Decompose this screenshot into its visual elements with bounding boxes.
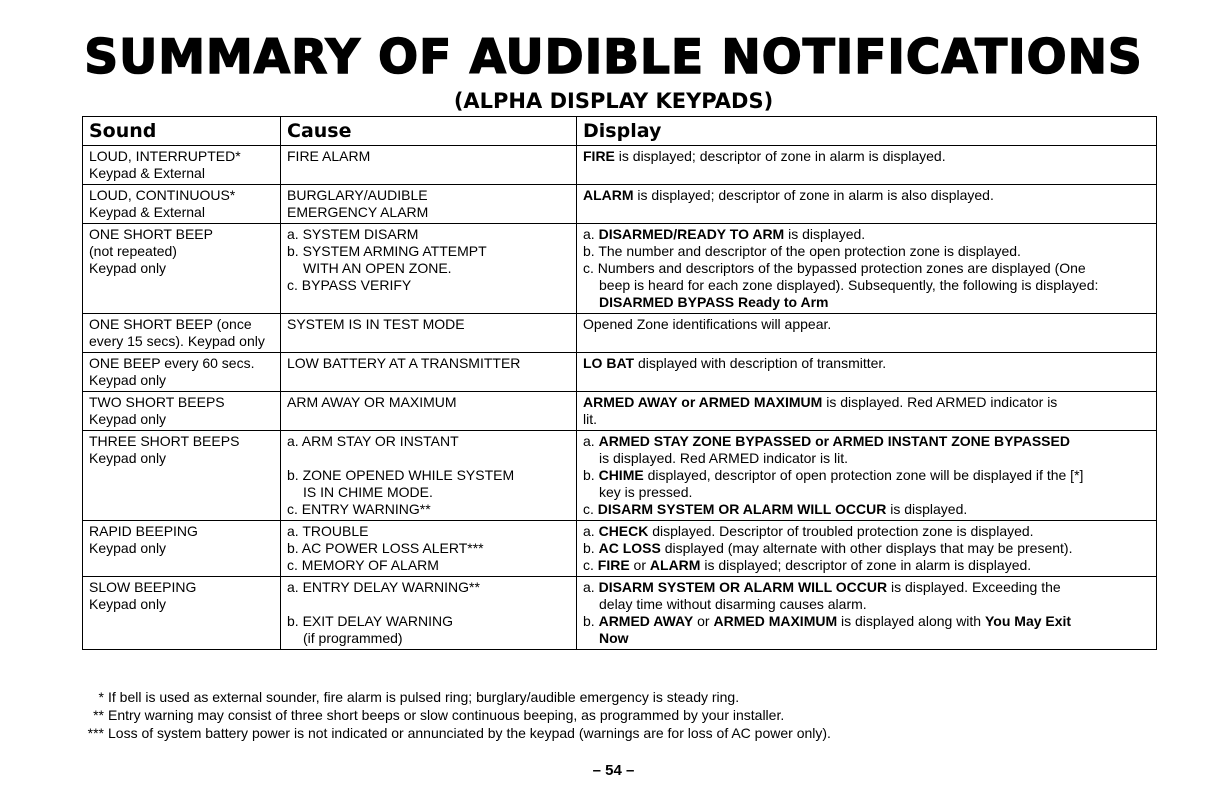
cause-cell <box>281 146 577 185</box>
cause-line: a. ENTRY DELAY WARNING** <box>287 579 480 595</box>
display-line <box>583 467 1150 484</box>
sound-name: LOUD, INTERRUPTED* <box>89 148 241 164</box>
cause-line: FIRE ALARM <box>287 148 371 164</box>
sound-cell <box>83 314 281 353</box>
cause-line: a. ARM STAY OR INSTANT <box>287 433 459 449</box>
display-prefix: b. <box>583 540 599 556</box>
display-keypad-text: ARMED MAXIMUM <box>713 613 838 629</box>
display-cell <box>577 353 1157 392</box>
cause-line: LOW BATTERY AT A TRANSMITTER <box>287 355 521 371</box>
display-keypad-text: AC LOSS <box>598 540 661 556</box>
table-row <box>83 224 1157 314</box>
display-text: is displayed. Red ARMED indicator is <box>822 394 1058 410</box>
cause-cell <box>281 314 577 353</box>
page-title: SUMMARY OF AUDIBLE NOTIFICATIONS <box>84 30 1143 85</box>
display-cell <box>577 521 1157 577</box>
display-line <box>583 630 1150 647</box>
display-line <box>583 243 1150 260</box>
display-text: The number and descriptor of the open protection zone is displayed. <box>598 243 1021 259</box>
display-line <box>583 411 1150 428</box>
display-text: Opened Zone identifications will appear. <box>583 316 832 332</box>
cause-line: c. ENTRY WARNING** <box>287 501 431 517</box>
sound-source: (not repeated) <box>89 243 177 259</box>
display-text: displayed, descriptor of open protection zone will be displayed if the [*] <box>643 467 1084 483</box>
table-body <box>83 146 1157 650</box>
display-keypad-text: You May Exit <box>985 613 1072 629</box>
sound-source: Keypad only <box>89 596 167 612</box>
display-cell <box>577 577 1157 650</box>
cause-line: IS IN CHIME MODE. <box>303 484 433 500</box>
display-cell <box>577 314 1157 353</box>
display-line <box>583 148 1150 165</box>
table-row <box>83 521 1157 577</box>
display-prefix: b. <box>583 467 599 483</box>
display-keypad-text: FIRE <box>583 148 615 164</box>
cause-cell <box>281 224 577 314</box>
display-text: delay time without disarming causes alarm. <box>599 596 867 612</box>
sound-source: Keypad only <box>89 260 167 276</box>
display-line <box>583 450 1150 467</box>
display-line <box>583 260 1150 277</box>
page-subtitle: (ALPHA DISPLAY KEYPADS) <box>453 89 774 113</box>
table-row <box>83 314 1157 353</box>
sound-name: ONE SHORT BEEP <box>89 226 213 242</box>
display-line <box>583 501 1150 518</box>
table-row <box>83 431 1157 521</box>
display-line <box>583 394 1150 411</box>
display-line <box>583 613 1150 630</box>
sound-source: Keypad & External <box>89 165 205 181</box>
header-display: Display <box>577 117 1157 146</box>
sound-cell <box>83 431 281 521</box>
display-prefix: c. <box>583 260 598 276</box>
footnote-mark: *** <box>87 725 104 741</box>
sound-cell <box>83 353 281 392</box>
display-text: lit. <box>583 411 597 427</box>
display-line <box>583 316 1150 333</box>
cause-cell <box>281 577 577 650</box>
sound-name: SLOW BEEPING <box>89 579 197 595</box>
display-keypad-text: DISARM SYSTEM OR ALARM WILL OCCUR <box>598 579 888 595</box>
sound-name: ONE SHORT BEEP (once <box>89 316 252 332</box>
display-keypad-text: Now <box>599 630 629 646</box>
cause-cell <box>281 521 577 577</box>
footnotes <box>84 688 1164 742</box>
display-text: is displayed; descriptor of zone in alarm is displayed. <box>614 148 946 164</box>
cause-line: a. TROUBLE <box>287 523 369 539</box>
sound-cell <box>83 224 281 314</box>
table-row <box>83 146 1157 185</box>
display-text: or <box>629 557 650 573</box>
display-line <box>583 540 1150 557</box>
cause-line: ARM AWAY OR MAXIMUM <box>287 394 457 410</box>
header-cause: Cause <box>281 117 577 146</box>
display-cell <box>577 185 1157 224</box>
display-text: is displayed. <box>886 501 968 517</box>
display-text: is displayed. Exceeding the <box>887 579 1061 595</box>
sound-name: ONE BEEP every 60 secs. <box>89 355 255 371</box>
display-text: key is pressed. <box>599 484 693 500</box>
display-keypad-text: DISARM SYSTEM OR ALARM WILL OCCUR <box>597 501 887 517</box>
table-row <box>83 392 1157 431</box>
sound-cell <box>83 392 281 431</box>
header-sound: Sound <box>83 117 281 146</box>
sound-source: Keypad only <box>89 450 167 466</box>
cause-line: b. SYSTEM ARMING ATTEMPT <box>287 243 487 259</box>
display-line <box>583 355 1150 372</box>
display-cell <box>577 392 1157 431</box>
display-cell <box>577 146 1157 185</box>
display-keypad-text: ARMED AWAY or ARMED MAXIMUM <box>583 394 823 410</box>
cause-line: b. EXIT DELAY WARNING <box>287 613 453 629</box>
sound-source: Keypad only <box>89 372 167 388</box>
cause-cell <box>281 431 577 521</box>
sound-cell <box>83 185 281 224</box>
sound-name: THREE SHORT BEEPS <box>89 433 240 449</box>
display-line <box>583 187 1150 204</box>
cause-line: EMERGENCY ALARM <box>287 204 429 220</box>
display-line <box>583 579 1150 596</box>
display-text: is displayed along with <box>837 613 985 629</box>
footnote <box>84 724 1164 742</box>
display-keypad-text: DISARMED/READY TO ARM <box>598 226 785 242</box>
display-cell <box>577 431 1157 521</box>
sound-cell <box>83 146 281 185</box>
display-keypad-text: FIRE <box>597 557 630 573</box>
display-keypad-text: ALARM <box>583 187 634 203</box>
display-prefix: a. <box>583 226 599 242</box>
display-text: is displayed; descriptor of zone in alarm is also displayed. <box>633 187 994 203</box>
display-line <box>583 294 1150 311</box>
display-keypad-text: LO BAT <box>583 355 635 371</box>
table-row <box>83 353 1157 392</box>
footnote <box>84 706 1164 724</box>
display-text: or <box>693 613 714 629</box>
display-cell <box>577 224 1157 314</box>
display-keypad-text: ARMED STAY ZONE BYPASSED or ARMED INSTANT ZONE BYPASSED <box>598 433 1070 449</box>
cause-line <box>287 450 570 467</box>
cause-cell <box>281 185 577 224</box>
display-line <box>583 523 1150 540</box>
cause-line: (if programmed) <box>303 630 403 646</box>
sound-cell <box>83 521 281 577</box>
sound-source: Keypad only <box>89 411 167 427</box>
display-prefix: a. <box>583 579 599 595</box>
notifications-table <box>82 116 1157 650</box>
display-text: displayed. Descriptor of troubled protection zone is displayed. <box>648 523 1034 539</box>
cause-line: c. BYPASS VERIFY <box>287 277 412 293</box>
display-keypad-text: CHECK <box>598 523 649 539</box>
footnote-mark: * <box>98 689 104 705</box>
display-text: is displayed. <box>784 226 866 242</box>
sound-name: LOUD, CONTINUOUS* <box>89 187 236 203</box>
cause-line <box>287 596 570 613</box>
display-prefix: c. <box>583 501 598 517</box>
cause-line: WITH AN OPEN ZONE. <box>303 260 452 276</box>
display-keypad-text: DISARMED BYPASS Ready to Arm <box>599 294 829 310</box>
sound-name: RAPID BEEPING <box>89 523 198 539</box>
sound-name: TWO SHORT BEEPS <box>89 394 225 410</box>
cause-cell <box>281 353 577 392</box>
sound-source: every 15 secs). Keypad only <box>89 333 265 349</box>
table-header-row <box>83 117 1157 146</box>
display-prefix: a. <box>583 433 599 449</box>
display-text: is displayed. Red ARMED indicator is lit. <box>599 450 848 466</box>
cause-line: c. MEMORY OF ALARM <box>287 557 439 573</box>
page-number: – 54 – <box>592 762 635 779</box>
table-row <box>83 185 1157 224</box>
display-prefix: a. <box>583 523 599 539</box>
display-text: displayed (may alternate with other displays that may be present). <box>660 540 1073 556</box>
cause-line: SYSTEM IS IN TEST MODE <box>287 316 465 332</box>
footnote <box>84 688 1164 706</box>
cause-line: BURGLARY/AUDIBLE <box>287 187 428 203</box>
footnote-mark: ** <box>93 707 104 723</box>
footnote-text: Loss of system battery power is not indicated or annunciated by the keypad (warnings are for loss of AC power only). <box>108 725 831 741</box>
footnote-text: If bell is used as external sounder, fire alarm is pulsed ring; burglary/audible emergency is steady ring. <box>108 689 740 705</box>
cause-cell <box>281 392 577 431</box>
display-text: beep is heard for each zone displayed). Subsequently, the following is displayed: <box>599 277 1099 293</box>
display-keypad-text: ALARM <box>649 557 701 573</box>
display-line <box>583 226 1150 243</box>
footnote-text: Entry warning may consist of three short beeps or slow continuous beeping, as programmed by your installer. <box>108 707 785 723</box>
display-line <box>583 484 1150 501</box>
display-line <box>583 596 1150 613</box>
display-line <box>583 277 1150 294</box>
display-keypad-text: CHIME <box>598 467 644 483</box>
cause-line: b. ZONE OPENED WHILE SYSTEM <box>287 467 515 483</box>
display-text: is displayed; descriptor of zone in alarm is displayed. <box>700 557 1032 573</box>
cause-line: b. AC POWER LOSS ALERT*** <box>287 540 484 556</box>
display-line <box>583 433 1150 450</box>
sound-source: Keypad & External <box>89 204 205 220</box>
display-keypad-text: ARMED AWAY <box>598 613 694 629</box>
display-text: displayed with description of transmitter. <box>634 355 887 371</box>
display-prefix: b. <box>583 613 599 629</box>
sound-cell <box>83 577 281 650</box>
display-prefix: c. <box>583 557 598 573</box>
cause-line: a. SYSTEM DISARM <box>287 226 419 242</box>
display-text: Numbers and descriptors of the bypassed protection zones are displayed (One <box>597 260 1086 276</box>
sound-source: Keypad only <box>89 540 167 556</box>
display-prefix: b. <box>583 243 599 259</box>
table-row <box>83 577 1157 650</box>
display-line <box>583 557 1150 574</box>
